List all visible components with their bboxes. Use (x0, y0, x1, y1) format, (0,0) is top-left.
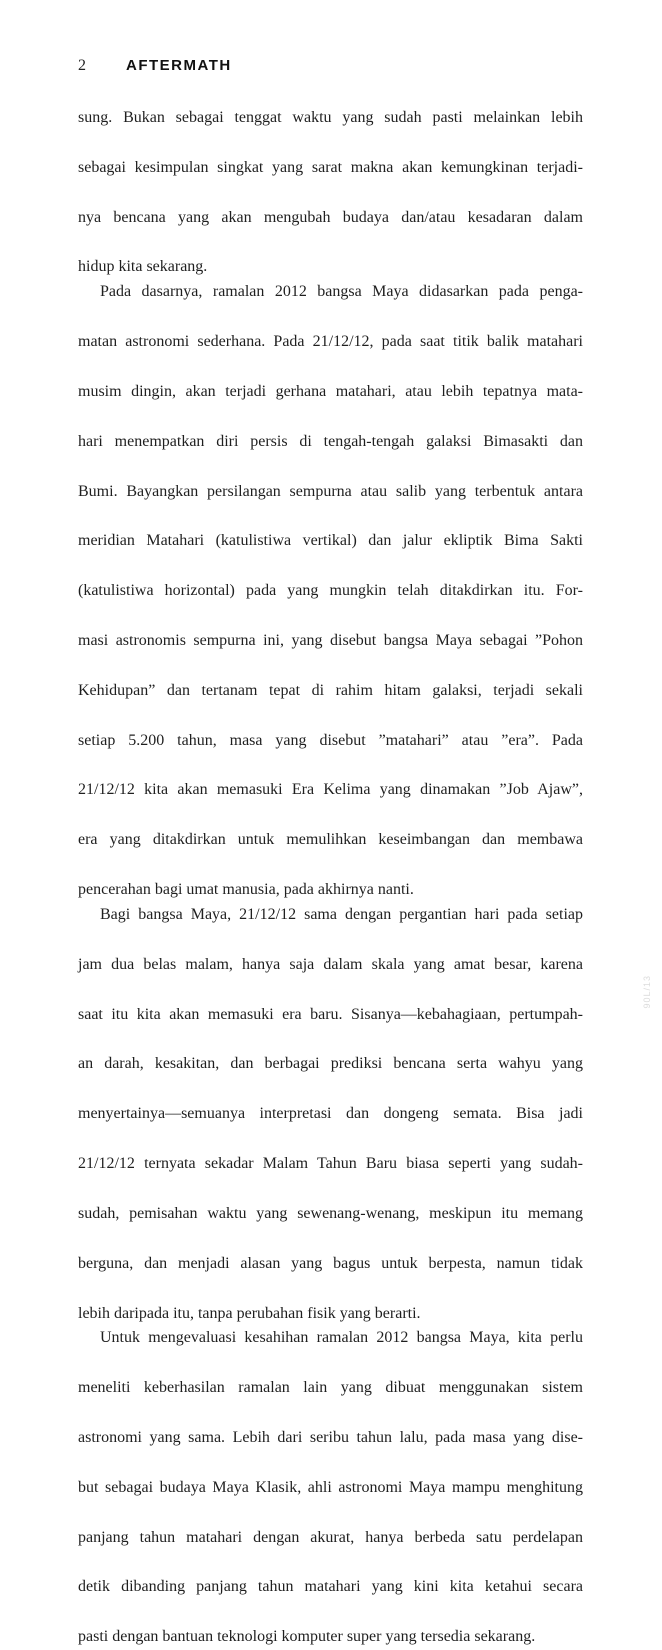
text-line: hidup kita sekarang. (78, 258, 208, 276)
text-line: setiap 5.200 tahun, masa yang disebut ”matahari” atau ”era”. Pada (78, 731, 583, 749)
text-line: musim dingin, akan terjadi gerhana matahari, atau lebih tepatnya mata- (78, 382, 583, 400)
side-watermark: 90L/13 (642, 975, 652, 1009)
text-line: astronomi yang sama. Lebih dari seribu tahun lalu, pada masa yang dise- (78, 1429, 583, 1447)
text-line: masi astronomis sempurna ini, yang disebut bangsa Maya sebagai ”Pohon (78, 632, 583, 650)
paragraph (78, 903, 583, 1326)
page-header (78, 57, 583, 75)
text-line: meneliti keberhasilan ramalan lain yang dibuat menggunakan sistem (78, 1379, 583, 1397)
text-line: nya bencana yang akan mengubah budaya dan/atau kesadaran dalam (78, 208, 583, 226)
text-line: saat itu kita akan memasuki era baru. Sisanya—kebahagiaan, pertumpah- (78, 1005, 583, 1023)
text-line: panjang tahun matahari dengan akurat, hanya berbeda satu perdelapan (78, 1528, 583, 1546)
text-line: meridian Matahari (katulistiwa vertikal) dan jalur ekliptik Bima Sakti (78, 532, 583, 550)
text-line: but sebagai budaya Maya Klasik, ahli astronomi Maya mampu menghitung (78, 1478, 583, 1496)
text-line: pencerahan bagi umat manusia, pada akhirnya nanti. (78, 881, 414, 899)
text-line: berguna, dan menjadi alasan yang bagus untuk berpesta, namun tidak (78, 1254, 583, 1272)
text-line: Untuk mengevaluasi kesahihan ramalan 2012 bangsa Maya, kita perlu (100, 1329, 583, 1347)
running-head: AFTERMATH (126, 57, 232, 74)
text-line: sebagai kesimpulan singkat yang sarat makna akan kemungkinan terjadi- (78, 158, 583, 176)
text-line: Pada dasarnya, ramalan 2012 bangsa Maya didasarkan pada penga- (100, 283, 583, 301)
text-line: lebih daripada itu, tanpa perubahan fisik yang berarti. (78, 1304, 421, 1322)
page-number: 2 (78, 57, 86, 74)
paragraph (78, 1326, 583, 1650)
text-line: matan astronomi sederhana. Pada 21/12/12, pada saat titik balik matahari (78, 333, 583, 351)
paragraph (78, 280, 583, 903)
text-line: 21/12/12 ternyata sekadar Malam Tahun Baru biasa seperti yang sudah- (78, 1155, 583, 1173)
text-line: Kehidupan” dan tertanam tepat di rahim hitam galaksi, terjadi sekali (78, 681, 583, 699)
text-line: an darah, kesakitan, dan berbagai prediksi bencana serta wahyu yang (78, 1055, 583, 1073)
text-line: jam dua belas malam, hanya saja dalam skala yang amat besar, karena (78, 955, 583, 973)
body-text (78, 106, 583, 1650)
text-line: detik dibanding panjang tahun matahari yang kini kita ketahui secara (78, 1578, 583, 1596)
text-line: era yang ditakdirkan untuk memulihkan keseimbangan dan membawa (78, 831, 583, 849)
text-line: menyertainya—semuanya interpretasi dan dongeng semata. Bisa jadi (78, 1105, 583, 1123)
text-line: hari menempatkan diri persis di tengah-tengah galaksi Bimasakti dan (78, 432, 583, 450)
text-line: Bumi. Bayangkan persilangan sempurna atau salib yang terbentuk antara (78, 482, 583, 500)
text-line: 21/12/12 kita akan memasuki Era Kelima yang dinamakan ”Job Ajaw”, (78, 781, 583, 799)
paragraph (78, 106, 583, 280)
text-line: pasti dengan bantuan teknologi komputer super yang tersedia sekarang. (78, 1628, 536, 1646)
text-line: Bagi bangsa Maya, 21/12/12 sama dengan pergantian hari pada setiap (100, 906, 583, 923)
text-line: sung. Bukan sebagai tenggat waktu yang sudah pasti melainkan lebih (78, 109, 583, 126)
text-line: sudah, pemisahan waktu yang sewenang-wenang, meskipun itu memang (78, 1204, 583, 1222)
text-line: (katulistiwa horizontal) pada yang mungkin telah ditakdirkan itu. For- (78, 582, 583, 600)
